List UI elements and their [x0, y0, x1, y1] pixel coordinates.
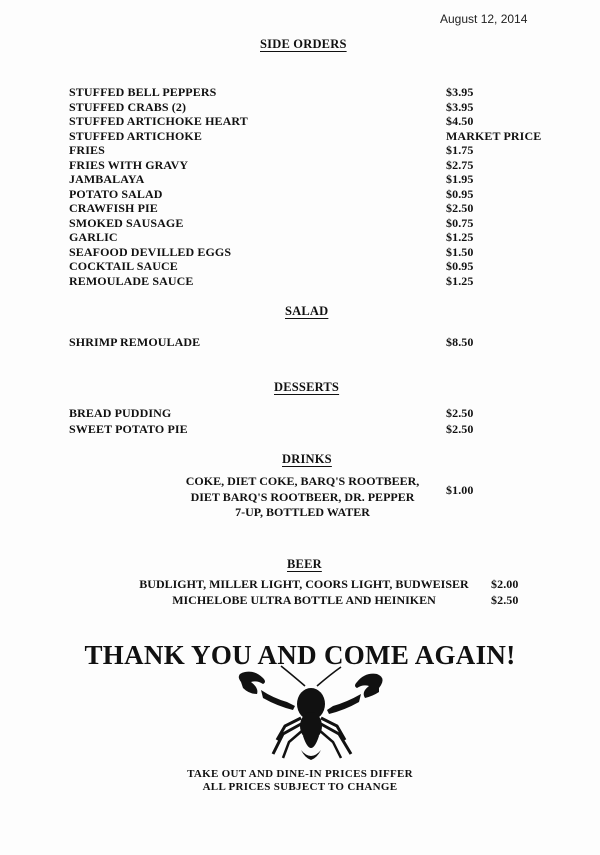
item-price: $1.25: [446, 273, 474, 288]
item-price: MARKET PRICE: [446, 128, 542, 143]
crawfish-icon: [233, 664, 393, 764]
item-name: MICHELOBE ULTRA BOTTLE AND HEINIKEN: [172, 593, 436, 607]
drinks-line: COKE, DIET COKE, BARQ'S ROOTBEER,: [185, 474, 420, 488]
item-name: STUFFED ARTICHOKE HEART: [69, 114, 248, 128]
item-name: REMOULADE SAUCE: [69, 273, 194, 288]
item-name: CRAWFISH PIE: [69, 201, 158, 215]
item-price: $1.75: [446, 143, 474, 157]
item-name: BUDLIGHT, MILLER LIGHT, COORS LIGHT, BUDWEISER: [139, 577, 469, 591]
item-price: $8.50: [446, 335, 474, 349]
item-name: FRIES: [69, 143, 105, 157]
footer-line-2: ALL PRICES SUBJECT TO CHANGE: [202, 781, 398, 793]
thank-you-banner: THANK YOU AND COME AGAIN!: [84, 640, 516, 670]
item-name: GARLIC: [69, 230, 118, 244]
side-orders-heading: SIDE ORDERS: [260, 37, 347, 51]
beer-heading: BEER: [287, 557, 322, 571]
item-price: $2.00: [491, 577, 519, 591]
item-price: $2.50: [446, 201, 474, 215]
item-price: $2.75: [446, 157, 474, 172]
item-name: COCKTAIL SAUCE: [69, 259, 178, 273]
item-price: $2.50: [491, 593, 519, 607]
salad-heading: SALAD: [285, 304, 329, 318]
item-price: $2.50: [446, 422, 474, 436]
date-stamp: August 12, 2014: [440, 12, 528, 26]
desserts-heading: DESSERTS: [274, 380, 340, 394]
footer-line-1: TAKE OUT AND DINE-IN PRICES DIFFER: [187, 768, 413, 780]
item-name: FRIES WITH GRAVY: [69, 157, 189, 172]
item-name: SWEET POTATO PIE: [69, 422, 188, 436]
item-price: $2.50: [446, 406, 474, 420]
item-price: $1.00: [446, 483, 474, 497]
item-price: $3.95: [446, 85, 474, 99]
item-name: STUFFED CRABS (2): [69, 99, 187, 114]
item-price: $3.95: [446, 99, 474, 114]
item-name: JAMBALAYA: [69, 172, 145, 186]
item-price: $1.95: [446, 172, 474, 186]
item-price: $4.50: [446, 114, 474, 128]
item-price: $0.95: [446, 259, 474, 273]
item-name: SHRIMP REMOULADE: [69, 335, 201, 349]
drinks-line: DIET BARQ'S ROOTBEER, DR. PEPPER: [190, 489, 415, 504]
item-price: $0.75: [446, 215, 474, 230]
item-name: POTATO SALAD: [69, 186, 163, 201]
item-name: STUFFED ARTICHOKE: [69, 128, 202, 143]
item-price: $0.95: [446, 186, 474, 201]
item-price: $1.25: [446, 230, 474, 244]
item-name: SMOKED SAUSAGE: [69, 215, 184, 230]
item-name: STUFFED BELL PEPPERS: [69, 85, 217, 99]
item-name: SEAFOOD DEVILLED EGGS: [69, 244, 232, 259]
item-price: $1.50: [446, 244, 474, 259]
item-name: BREAD PUDDING: [69, 406, 172, 420]
drinks-heading: DRINKS: [282, 452, 332, 466]
drinks-line: 7-UP, BOTTLED WATER: [235, 505, 370, 519]
